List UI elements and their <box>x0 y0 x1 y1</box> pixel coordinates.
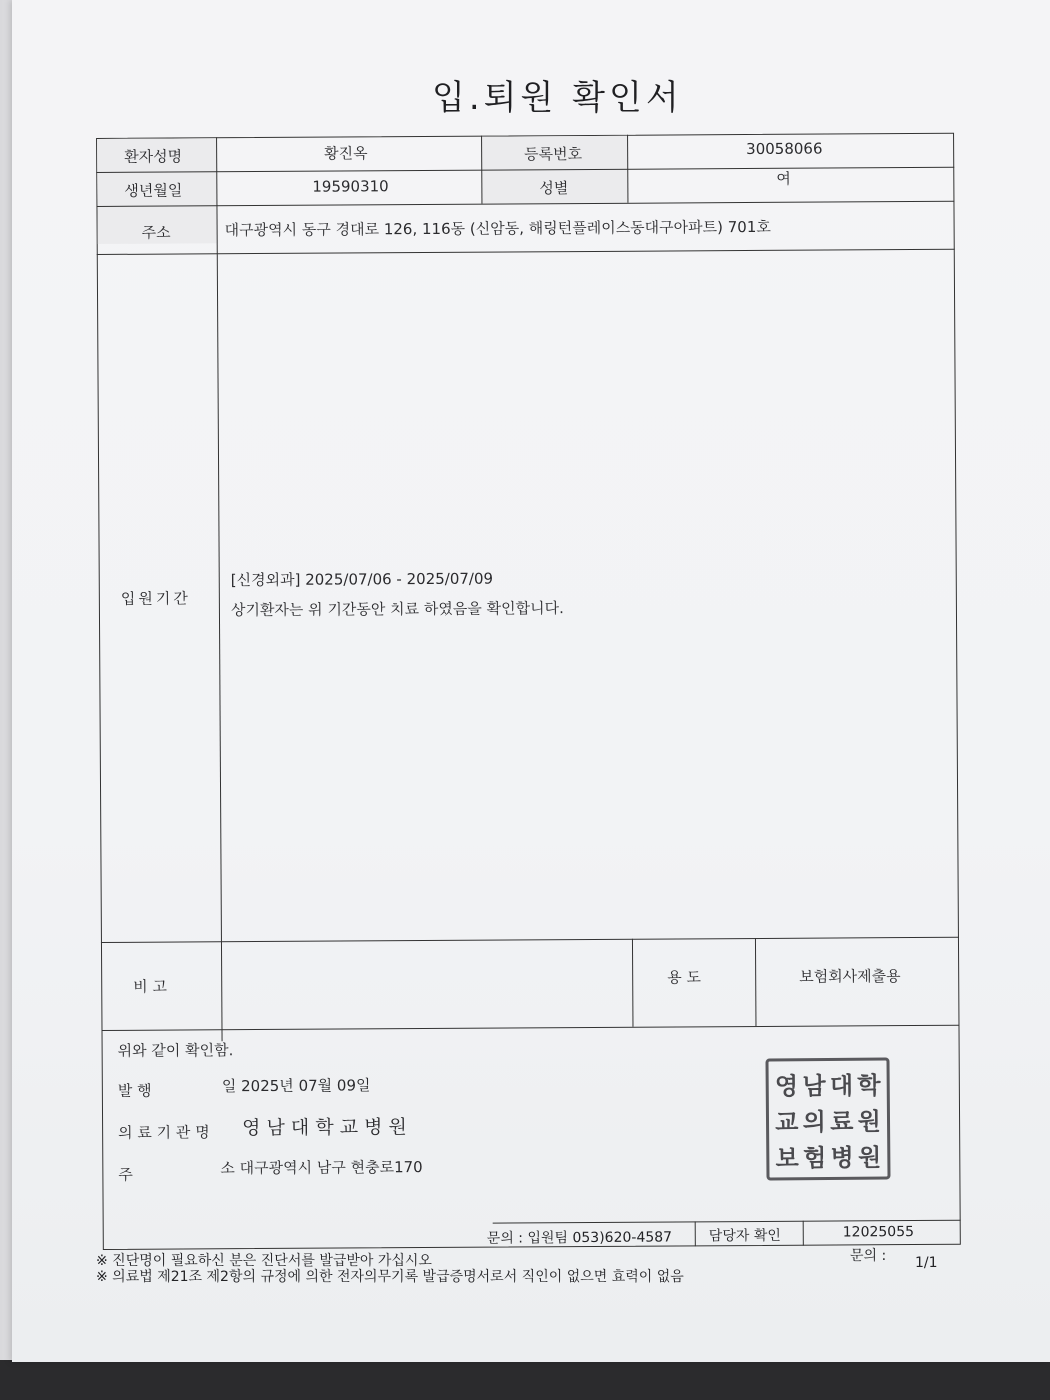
usage-value: 보험회사제출용 <box>799 967 901 986</box>
institution-name: 영 남 대 학 교 병 원 <box>242 1116 407 1140</box>
registration-number-label: 등록번호 <box>524 145 583 164</box>
admission-period: [신경외과] 2025/07/06 - 2025/07/09 <box>230 569 494 590</box>
address-label: 주소 <box>141 223 171 242</box>
staff-confirm-label: 담당자 확인 <box>708 1227 781 1245</box>
official-seal <box>765 1057 890 1180</box>
seal-char: 영 <box>774 1070 799 1100</box>
institution-address: 소 대구광역시 남구 현충로170 <box>220 1158 423 1178</box>
seal-char: 보 <box>775 1142 799 1172</box>
institution-address-label: 주 <box>118 1165 133 1184</box>
birth-date: 19590310 <box>312 177 389 196</box>
inquiry-phone: 문의 : 입원팀 053)620-4587 <box>486 1229 673 1247</box>
footnote-diagnosis: ※ 진단명이 필요하신 분은 진단서를 발급받아 가십시오 <box>96 1253 432 1269</box>
seal-char: 험 <box>802 1142 827 1172</box>
registration-number: 30058066 <box>746 139 823 159</box>
inquiry-label-2: 문의 : <box>850 1248 887 1264</box>
confirm-text: 위와 같이 확인함. <box>117 1041 234 1060</box>
seal-char: 학 <box>857 1070 881 1100</box>
usage-label: 용 도 <box>667 968 701 987</box>
seal-char: 병 <box>830 1142 854 1172</box>
remarks-label: 비 고 <box>133 977 168 996</box>
issue-date: 일 2025년 07월 09일 <box>221 1076 371 1096</box>
seal-char: 남 <box>802 1070 826 1100</box>
sex: 여 <box>776 169 791 188</box>
institution-label: 의 료 기 관 명 <box>118 1123 210 1142</box>
birth-date-label: 생년월일 <box>124 181 183 200</box>
seal-char: 원 <box>857 1142 882 1172</box>
seal-char: 원 <box>857 1106 881 1136</box>
patient-address: 대구광역시 동구 경대로 126, 116동 (신암동, 해링턴플레이스동대구아파트) 701호 <box>224 217 771 240</box>
footnote-medical-law: ※ 의료법 제21조 제2항의 규정에 의한 전자의무기록 발급증명서로서 직인이 없으면 효력이 없음 <box>96 1269 684 1285</box>
seal-char: 교 <box>775 1106 799 1136</box>
seal-char: 대 <box>829 1070 854 1100</box>
page-number: 1/1 <box>915 1255 938 1271</box>
patient-name-label: 환자성명 <box>124 147 183 166</box>
staff-id: 12025055 <box>842 1224 915 1241</box>
seal-char: 료 <box>830 1106 854 1136</box>
confirmation-statement: 상기환자는 위 기간동안 치료 하였음을 확인합니다. <box>230 599 564 620</box>
sex-label: 성별 <box>539 179 569 198</box>
admission-period-label: 입원기간 <box>120 589 191 608</box>
issue-date-label: 발 행 <box>117 1081 152 1100</box>
document-title: 입.퇴원 확인서 <box>432 78 683 118</box>
seal-char: 의 <box>802 1106 826 1136</box>
patient-name: 황진옥 <box>324 144 368 163</box>
